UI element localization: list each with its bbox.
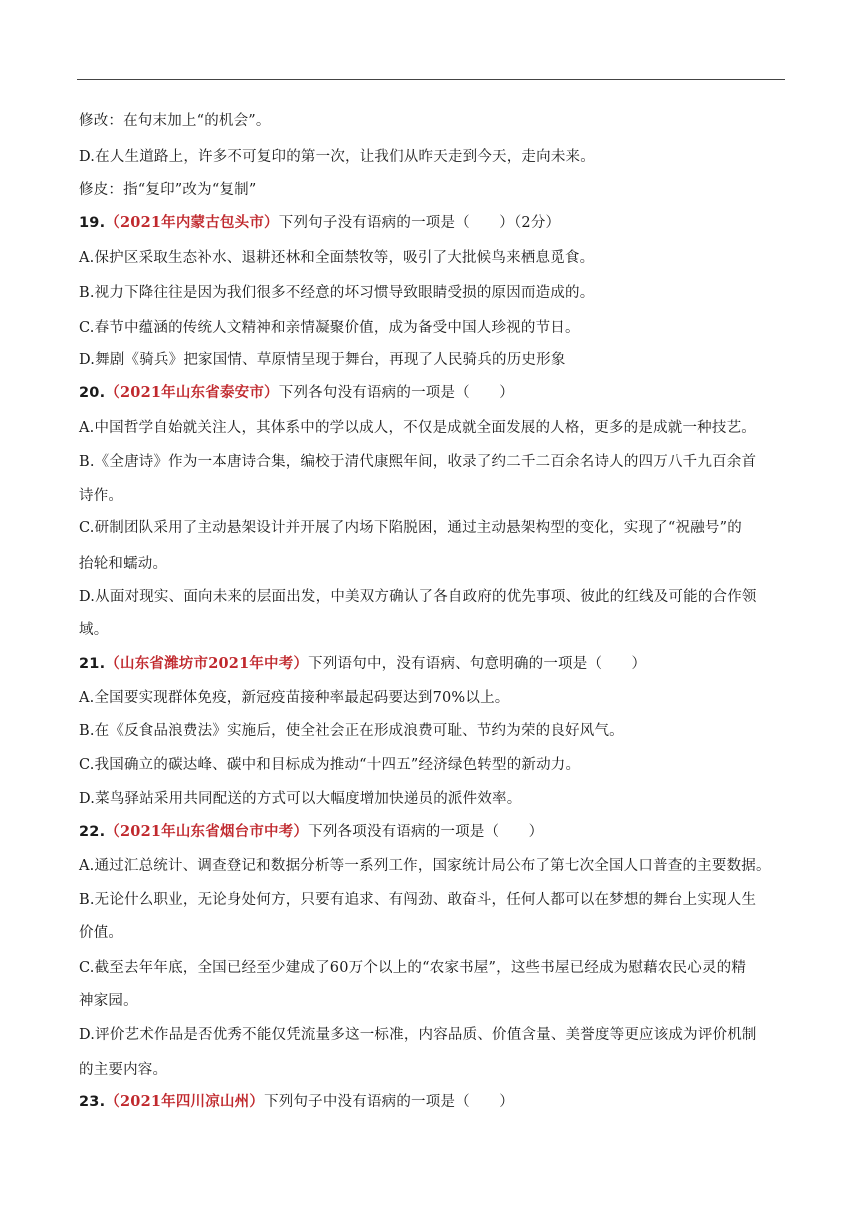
option-a: A.中国哲学自始就关注人，其体系中的学以成人，不仅是成就全面发展的人格，更多的是成就一种技艺。 bbox=[79, 420, 756, 436]
question-22-heading bbox=[79, 822, 785, 842]
option-c: C.截至去年年底，全国已经至少建成了60万个以上的“农家书屋”，这些书屋已经成为慰藉农民心灵的精 bbox=[79, 960, 747, 976]
option-c: C.研制团队采用了主动悬架设计并开展了内场下陷脱困，通过主动悬架构型的变化，实现了“祝融号”的 bbox=[79, 520, 742, 536]
option-c-cont: 神家园。 bbox=[79, 993, 138, 1009]
option-a: A.保护区采取生态补水、退耕还林和全面禁牧等，吸引了大批候鸟来栖息觅食。 bbox=[79, 250, 595, 266]
question-21-heading bbox=[79, 654, 785, 674]
option-b-cont: 诗作。 bbox=[79, 488, 124, 504]
option-a: A.通过汇总统计、调查登记和数据分析等一系列工作，国家统计局公布了第七次全国人口普查的主要数据。 bbox=[79, 858, 771, 874]
header-rule bbox=[77, 79, 785, 80]
option-b: B.在《反食品浪费法》实施后，使全社会正在形成浪费可耻、节约为荣的良好风气。 bbox=[79, 723, 624, 739]
option-d: D.评价艺术作品是否优秀不能仅凭流量多这一标准，内容品质、价值含量、美誉度等更应该成为评价机制 bbox=[79, 1027, 757, 1043]
text-line: 修皮：指“复印”改为“复制” bbox=[79, 182, 257, 198]
option-d-cont: 的主要内容。 bbox=[79, 1062, 168, 1078]
text-line: 修改：在句末加上“的机会”。 bbox=[79, 113, 271, 129]
question-23-heading bbox=[79, 1092, 785, 1112]
question-text: 下列各句没有语病的一项是（ ） bbox=[278, 385, 514, 401]
option-d-cont: 域。 bbox=[79, 622, 109, 638]
option-b: B.《全唐诗》作为一本唐诗合集，编校于清代康熙年间，收录了约二千二百余名诗人的四万八千九百余首 bbox=[79, 454, 757, 470]
question-text: 下列句子没有语病的一项是（ ）（2分） bbox=[278, 215, 561, 231]
question-number: 21. bbox=[79, 656, 106, 672]
question-text: 下列语句中，没有语病、句意明确的一项是（ ） bbox=[308, 656, 647, 672]
question-text: 下列句子中没有语病的一项是（ ） bbox=[264, 1094, 514, 1110]
question-source: （2021年山东省泰安市） bbox=[105, 384, 279, 401]
option-c: C.我国确立的碳达峰、碳中和目标成为推动“十四五”经济绿色转型的新动力。 bbox=[79, 757, 581, 773]
question-text: 下列各项没有语病的一项是（ ） bbox=[308, 824, 544, 840]
text-line: D.在人生道路上，许多不可复印的第一次，让我们从昨天走到今天，走向未来。 bbox=[79, 149, 595, 165]
option-a: A.全国要实现群体免疫，新冠疫苗接种率最起码要达到70%以上。 bbox=[79, 690, 510, 706]
question-20-heading bbox=[79, 383, 785, 403]
question-number: 19. bbox=[79, 215, 106, 231]
question-number: 23. bbox=[79, 1094, 106, 1110]
option-d: D.菜鸟驿站采用共同配送的方式可以大幅度增加快递员的派件效率。 bbox=[79, 791, 522, 807]
question-source: （2021年山东省烟台市中考） bbox=[105, 823, 309, 840]
option-b: B.无论什么职业，无论身处何方，只要有追求、有闯劲、敢奋斗，任何人都可以在梦想的舞台上实现人生 bbox=[79, 892, 757, 908]
question-source: （山东省潍坊市2021年中考） bbox=[105, 655, 309, 672]
option-b: B.视力下降往往是因为我们很多不经意的坏习惯导致眼睛受损的原因而造成的。 bbox=[79, 285, 595, 301]
question-19-heading bbox=[79, 213, 785, 233]
option-c-cont: 抬轮和蠕动。 bbox=[79, 556, 168, 572]
question-source: （2021年内蒙古包头市） bbox=[105, 214, 279, 231]
question-number: 20. bbox=[79, 385, 106, 401]
question-number: 22. bbox=[79, 824, 106, 840]
option-d: D.从面对现实、面向未来的层面出发，中美双方确认了各自政府的优先事项、彼此的红线及可能的合作领 bbox=[79, 589, 757, 605]
option-b-cont: 价值。 bbox=[79, 925, 124, 941]
option-d: D.舞剧《骑兵》把家国情、草原情呈现于舞台，再现了人民骑兵的历史形象 bbox=[79, 352, 566, 368]
question-source: （2021年四川凉山州） bbox=[105, 1093, 265, 1110]
option-c: C.春节中蕴涵的传统人文精神和亲情凝聚价值，成为备受中国人珍视的节日。 bbox=[79, 320, 580, 336]
